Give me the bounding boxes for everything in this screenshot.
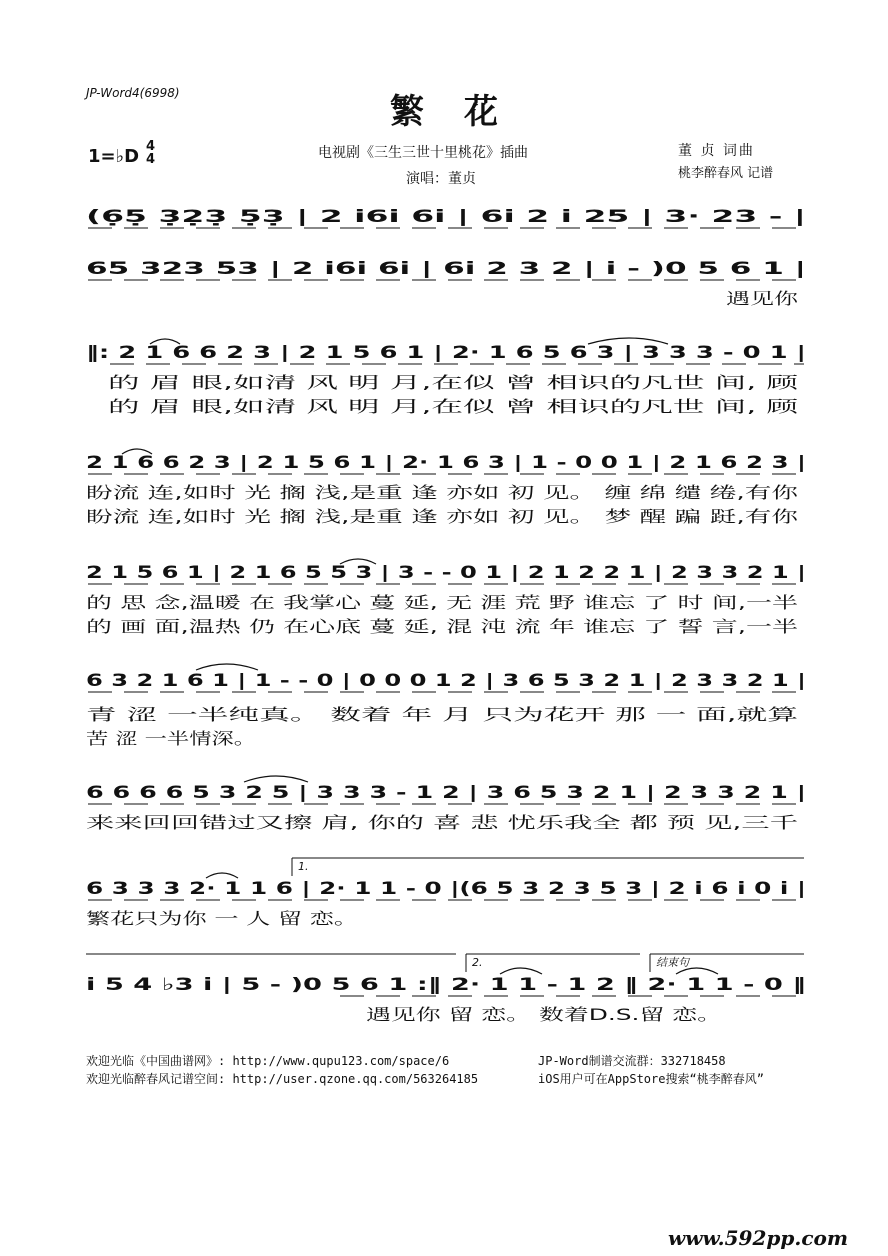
singer: 演唱：董贞 <box>406 171 476 187</box>
tie <box>244 776 308 782</box>
tie <box>500 968 542 974</box>
transcriber: 桃李醉春风 记谱 <box>678 166 774 181</box>
tie <box>196 664 258 670</box>
system-1-notes: (6̣5̣ 3̣2̣3̣ 5̣3̣ | 2 i6i 6i | 6i 2 i 25 | 3· 23 - | <box>86 207 806 227</box>
tie <box>206 873 238 878</box>
system-9-lyric-1: 遇见你 留 恋。 数着D.S.留 恋。 <box>366 1005 722 1024</box>
system-1 <box>86 207 806 228</box>
system-2-lyric-1: 遇见你 <box>726 289 800 308</box>
volta-2-label: 2. <box>472 956 483 969</box>
footer-site-link[interactable]: 欢迎光临《中国曲谱网》: http://www.qupu123.com/space/6 <box>86 1054 450 1068</box>
system-6 <box>86 664 806 748</box>
ending-label: 结束句 <box>656 956 689 969</box>
time-signature-top: 4 <box>146 139 156 154</box>
system-5 <box>86 559 806 636</box>
system-3 <box>86 338 806 416</box>
system-5-lyric-2: 的 画 面,温热 仍 在心底 蔓 延, 混 沌 流 年 谁忘 了 誓 言,一半 <box>86 617 798 636</box>
system-7-lyric-1: 来来回回错过又擦 肩, 你的 喜 悲 忧乐我全 都 预 见,三千 <box>86 813 798 832</box>
system-4 <box>86 449 806 526</box>
volta-1-label: 1. <box>298 860 309 873</box>
footer-ios-info: iOS用户可在AppStore搜索“桃李醉春风” <box>538 1072 764 1086</box>
subtitle: 电视剧《三生三世十里桃花》插曲 <box>318 145 528 161</box>
system-5-lyric-1: 的 思 念,温暖 在 我掌心 蔓 延, 无 涯 荒 野 谁忘 了 时 间,一半 <box>86 593 798 612</box>
lyricist-composer: 董 贞 词曲 <box>678 143 755 159</box>
system-4-lyric-2: 盼流 连,如时 光 搁 浅,是重 逢 亦如 初 见。 梦 醒 蹁 跹,有你 <box>86 507 800 526</box>
system-6-notes: 6 3 2 1 6 1 | 1 - - 0 | 0 0 0 1 2 | 3 6 5 3 2 1 | 2 3 3 2 1 | <box>86 671 806 691</box>
system-8 <box>86 858 806 928</box>
software-label: JP-Word4(6998) <box>86 86 180 100</box>
song-title: 繁花 <box>390 92 538 132</box>
system-9 <box>86 954 806 1024</box>
system-6-lyric-2: 苦 涩 一半情深。 <box>86 729 256 748</box>
system-8-lyric-1: 繁花只为你 一 人 留 恋。 <box>86 909 358 928</box>
system-5-notes: 2 1 5 6 1 | 2 1 6 5 5 3 | 3 - - 0 1 | 2 1 2 2 1 | 2 3 3 2 1 | <box>86 563 806 583</box>
system-2-notes: 65 323 53 | 2 i6i 6i | 6i 2 3 2 | i - )0 5 6 1 | <box>86 259 806 279</box>
system-3-lyric-1: 的 眉 眼,如清 风 明 月,在似 曾 相识的凡世 间, 顾 <box>108 373 800 392</box>
system-3-notes: ‖: 2 1 6 6 2 3 | 2 1 5 6 1 | 2· 1 6 5 6 3 | 3 3 3 - 0 1 | <box>86 343 806 363</box>
system-4-lyric-1: 盼流 连,如时 光 搁 浅,是重 逢 亦如 初 见。 缠 绵 缱 绻,有你 <box>86 483 800 502</box>
system-6-lyric-1: 青 涩 一半纯真。 数着 年 月 只为花开 那 一 面,就算 <box>86 705 798 724</box>
key-signature: 1=♭D <box>88 146 140 167</box>
system-7 <box>86 776 806 832</box>
system-2 <box>86 259 806 308</box>
footer-group-info: JP-Word制谱交流群：332718458 <box>538 1054 726 1068</box>
system-9-notes: i 5 4 ♭3 i | 5 - )0 5 6 1 :‖ 2· 1 1 - 1 2 ‖ 2· 1 1 - 0 ‖ <box>86 975 806 995</box>
watermark: www.592pp.com <box>668 1226 848 1250</box>
system-3-lyric-2: 的 眉 眼,如清 风 明 月,在似 曾 相识的凡世 间, 顾 <box>108 397 800 416</box>
system-8-notes: 6 3 3 3 2· 1 1 6 | 2· 1 1 - 0 |(6 5 3 2 3 5 3 | 2 i 6 i 0 i | <box>86 879 806 899</box>
system-7-notes: 6 6 6 6 5 3 2 5 | 3 3 3 - 1 2 | 3 6 5 3 2 1 | 2 3 3 2 1 | <box>86 783 806 803</box>
time-signature-bottom: 4 <box>146 152 156 167</box>
footer-space-link[interactable]: 欢迎光临醉春风记谱空间: http://user.qzone.qq.com/563264185 <box>86 1072 479 1086</box>
system-4-notes: 2 1 6 6 2 3 | 2 1 5 6 1 | 2· 1 6 3 | 1 - 0 0 1 | 2 1 6 2 3 | <box>86 453 806 473</box>
